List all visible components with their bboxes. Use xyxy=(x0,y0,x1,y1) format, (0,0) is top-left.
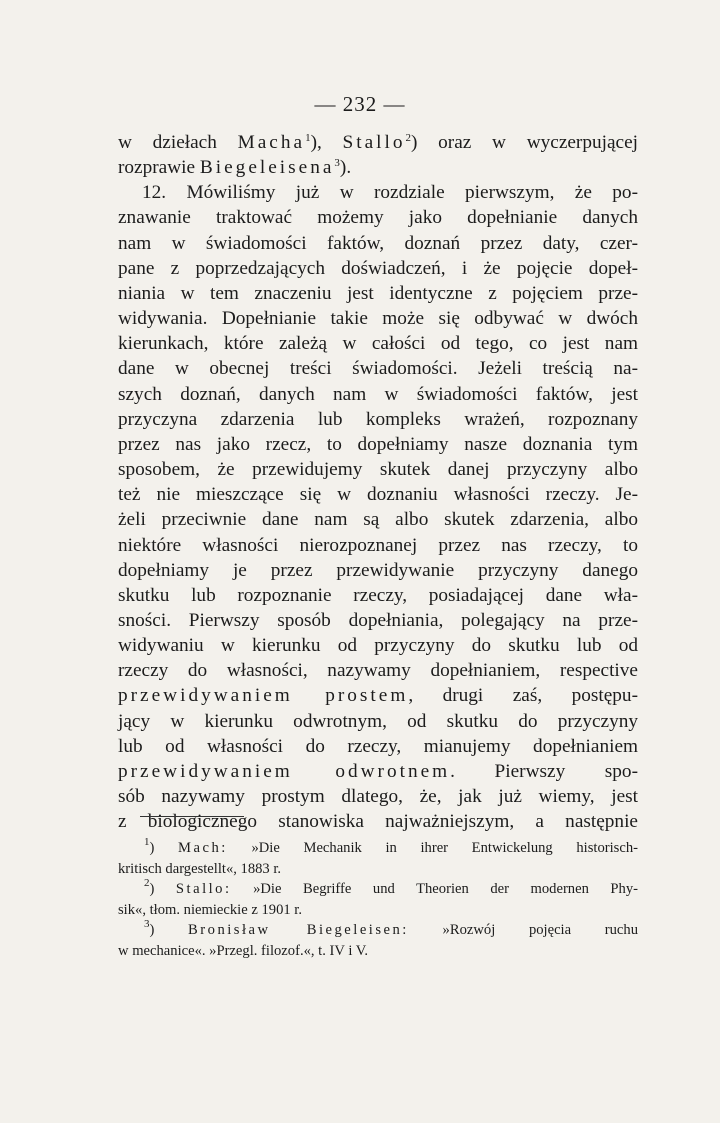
text-line: dopełniamy je przez przewidywanie przyczyny danego xyxy=(118,559,638,581)
footnote-3: $^3$) Bronisław Biegeleisen: »Rozwój pojęcia ruchu xyxy=(144,918,638,939)
author-stallo: Stallo xyxy=(342,132,406,153)
footnote-1-cont: kritisch dargestellt«, 1883 r. xyxy=(118,860,282,877)
text-line: znawanie traktować możemy jako dopełnianie danych xyxy=(118,207,638,229)
footnote-2: $^2$) Stallo: »Die Begriffe und Theorien der modernen Phy- xyxy=(144,877,638,898)
text-line: nam w świadomości faktów, doznań przez daty, czer- xyxy=(118,232,638,254)
footnote-ref-2[interactable]: 2 xyxy=(405,132,412,144)
footnote-3-cont: w mechanice«. »Przegl. filozof.«, t. IV i V. xyxy=(118,942,369,959)
text-line: z biologicznego stanowiska najważniejszym, a następnie xyxy=(118,811,638,833)
text-line: 12. Mówiliśmy już w rozdziale pierwszym, że po- xyxy=(142,182,638,204)
text-line: przewidywaniem odwrotnem. Pierwszy spo- xyxy=(118,760,638,782)
page-number: — 232 — xyxy=(314,92,406,116)
text-line: dane w obecnej treści świadomości. Jeżeli treścią na- xyxy=(118,358,638,380)
text-line: niektóre własności nierozpoznanej przez nas rzeczy, to xyxy=(118,534,638,556)
text-line: skutku lub rozpoznanie rzeczy, posiadającej dane wła- xyxy=(118,584,638,606)
text-line: kierunkach, które zależą w całości od tego, co jest nam xyxy=(118,333,638,355)
text-line: sób nazywamy prostym dlatego, że, jak już wiemy, jest xyxy=(118,786,638,808)
text-line: szych doznań, danych nam w świadomości faktów, jest xyxy=(118,383,638,405)
footnote-ref-3[interactable]: 3 xyxy=(334,157,340,170)
footnote-1: $^1$) Mach: »Die Mechanik in ihrer Entwickelung historisch- xyxy=(144,836,638,856)
footnote-ref-1[interactable]: 1 xyxy=(305,132,311,144)
text-line: widywaniu w kierunku od przyczyny do skutku lub od xyxy=(118,635,638,657)
footnotes xyxy=(118,838,638,962)
author-mach: Macha xyxy=(237,132,306,153)
text-line: też nie mieszczące się w doznaniu własności rzeczy. Je- xyxy=(118,484,638,506)
text-line: żeli przeciwnie dane nam są albo skutek zdarzenia, albo xyxy=(118,509,638,531)
text-line: niania w tem znaczeniu jest identyczne z pojęciem prze- xyxy=(118,282,638,304)
text-line: widywania. Dopełnianie takie może się odbywać w dwóch xyxy=(118,308,638,330)
term-odwrotny: przewidywaniem odwrotnem xyxy=(118,760,451,782)
text-line: lub od własności do rzeczy, mianujemy dopełnianiem xyxy=(118,735,638,757)
text-line: sposobem, że przewidujemy skutek danej przyczyny albo xyxy=(118,459,638,481)
text-line: sności. Pierwszy sposób dopełniania, polegający na prze- xyxy=(118,609,638,631)
footnote-divider xyxy=(140,816,244,817)
text-line: jący w kierunku odwrotnym, od skutku do przyczyny xyxy=(118,710,638,732)
text-line: przez nas jako rzecz, to dopełniamy nasze doznania tym xyxy=(118,433,638,455)
text-line: przyczyna zdarzenia lub kompleks wrażeń, rozpoznany xyxy=(118,408,638,430)
author-biegeleisen: Biegeleisena xyxy=(199,157,335,179)
footnote-2-cont: sik«, tłom. niemieckie z 1901 r. xyxy=(118,901,303,918)
text-line: rzeczy do własności, nazywamy dopełnianiem, respective xyxy=(118,660,638,682)
text-line: przewidywaniem prostem, drugi zaś, postępu- xyxy=(118,685,638,707)
text-line: w dziełach Macha$^1$), Stallo$^2$) oraz w wyczerpującej xyxy=(118,132,639,153)
text-line: rozprawie Biegeleisena$^3$). xyxy=(118,157,352,179)
term-prosty: przewidywaniem prostem xyxy=(118,685,409,707)
text-line: pane z poprzedzających doświadczeń, i że pojęcie dopeł- xyxy=(118,257,638,279)
main-text xyxy=(118,130,638,834)
